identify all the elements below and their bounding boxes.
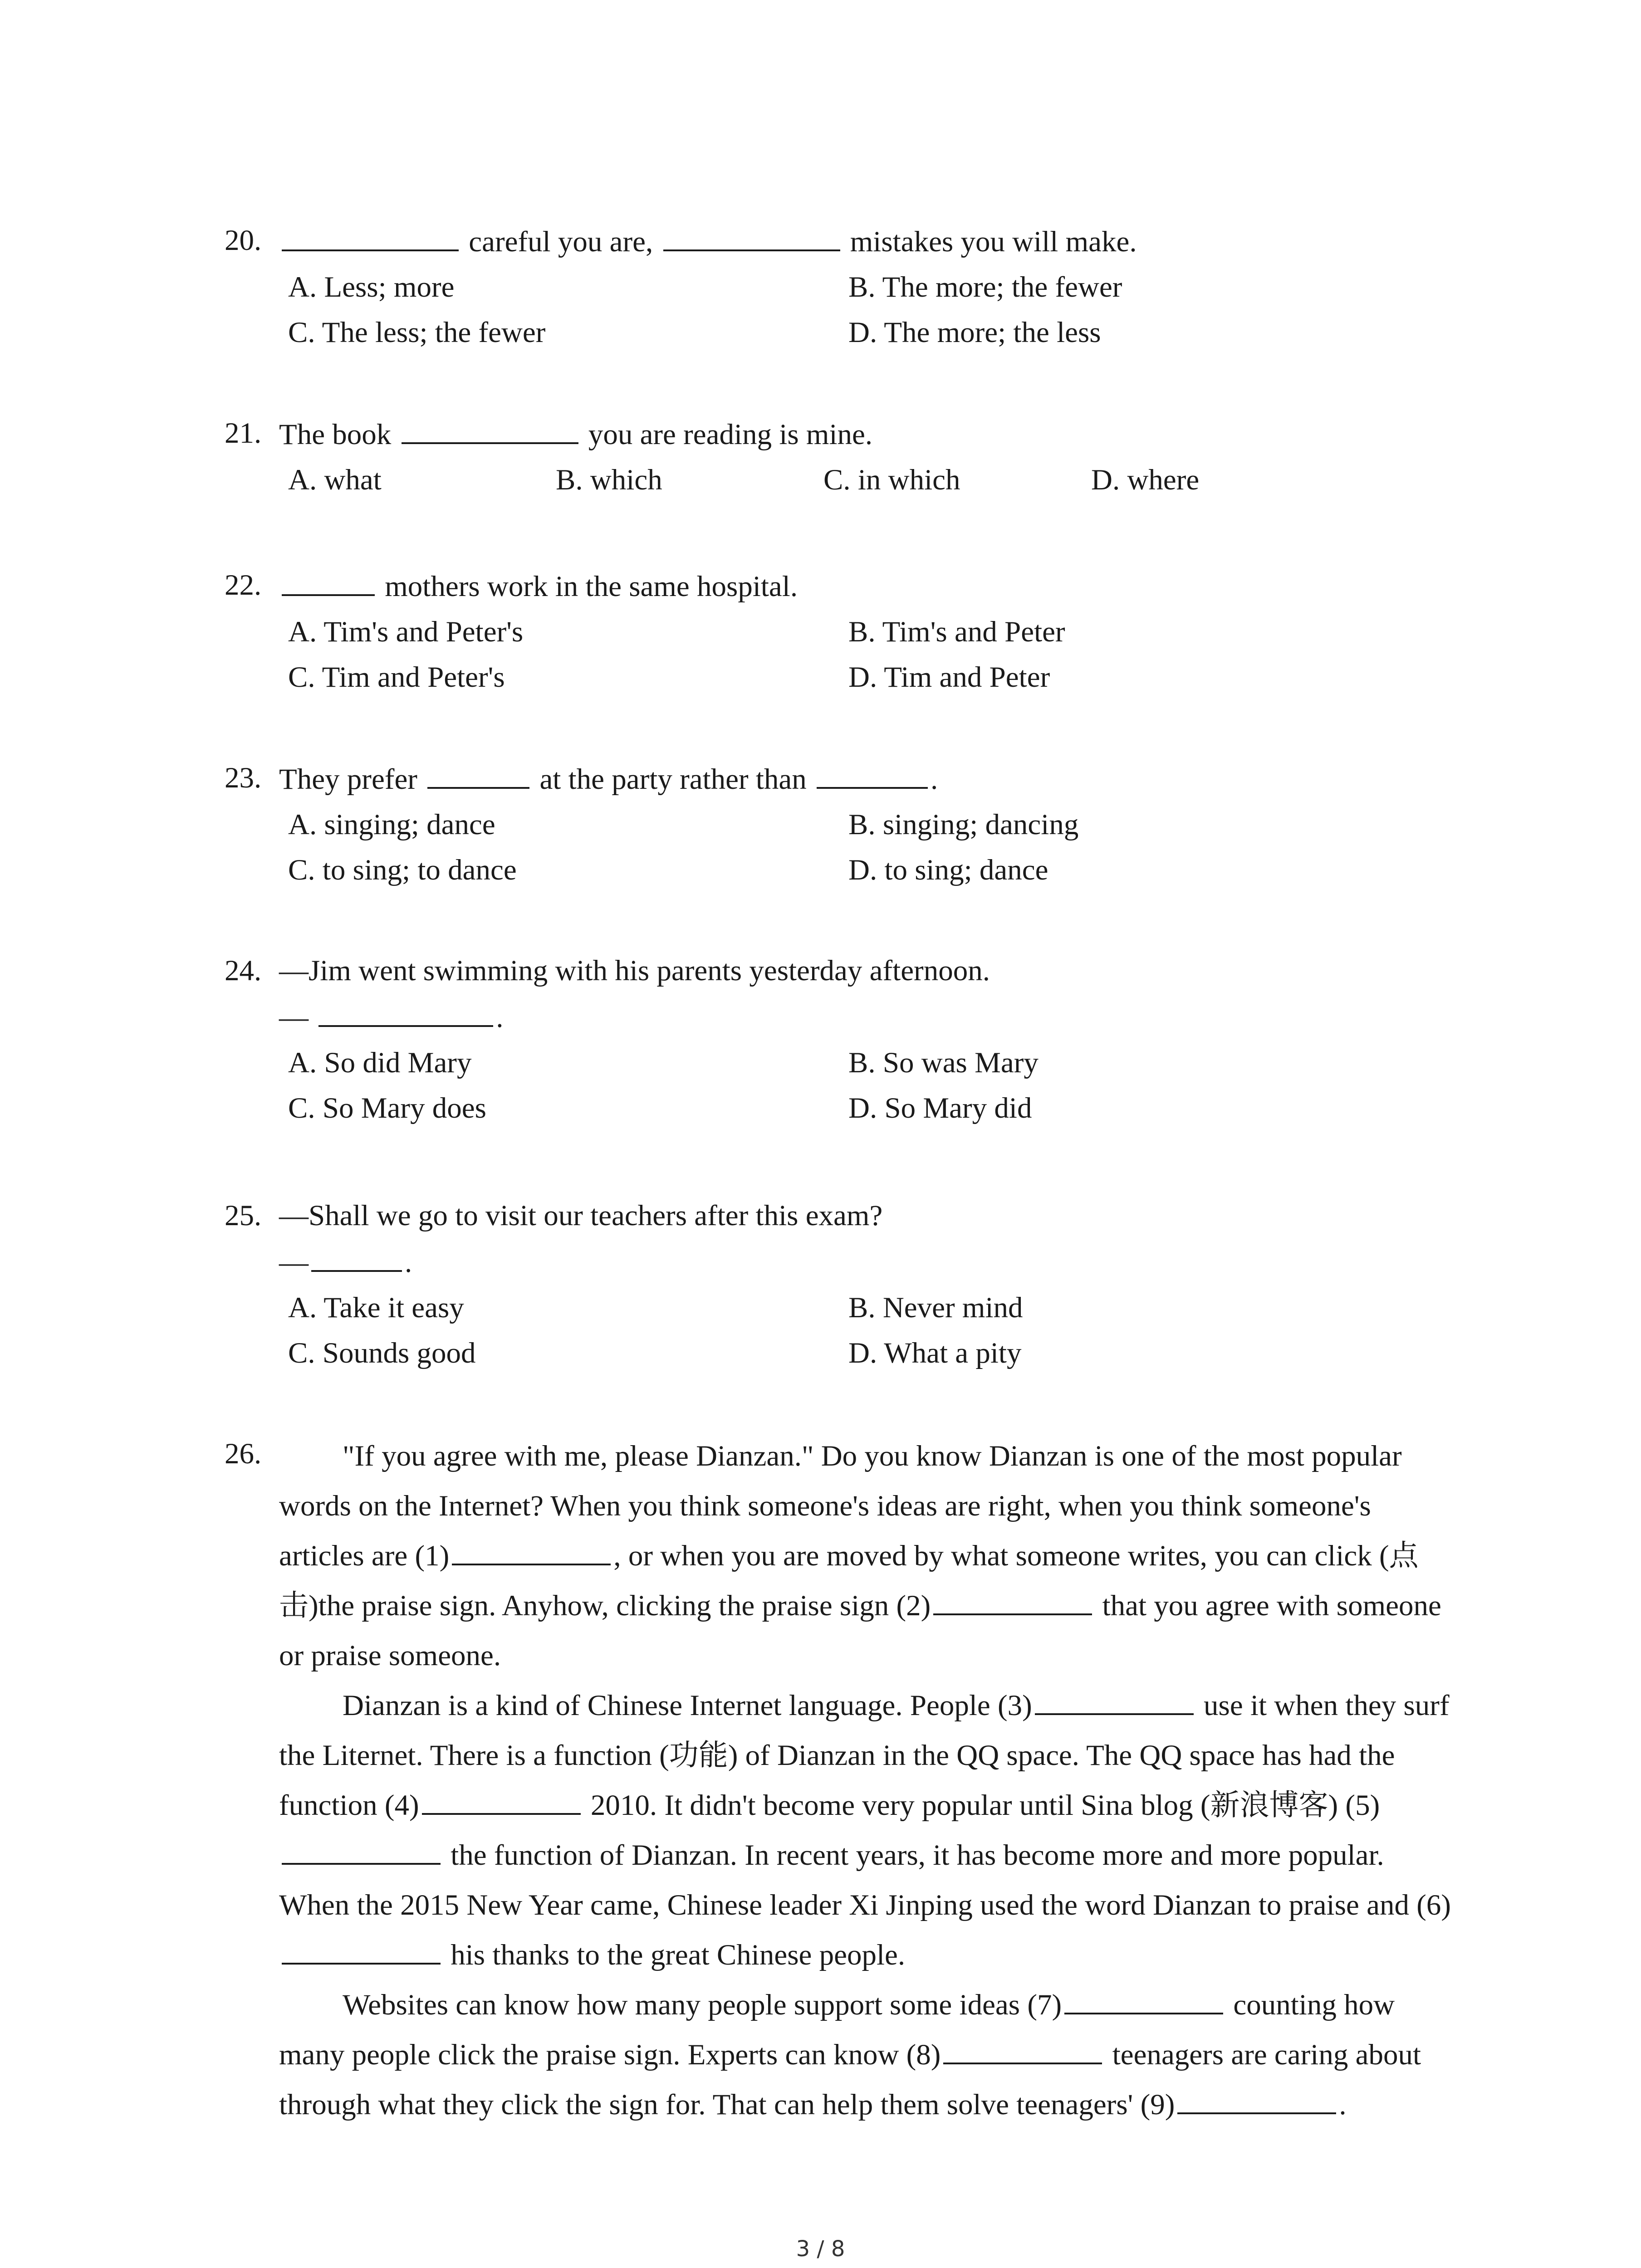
passage-paragraph-3: Websites can know how many people support some ideas (7) counting how many people click the praise sign. Experts can know (8) teenagers are caring about through what they click the sign for. That can help them solve teenagers' (9) . bbox=[279, 1980, 1459, 2130]
option-c[interactable]: C. in which bbox=[823, 464, 960, 496]
answer-blank-7[interactable] bbox=[1064, 1981, 1223, 2014]
option-d[interactable]: D. The more; the less bbox=[848, 316, 1101, 349]
answer-blank-3[interactable] bbox=[1035, 1681, 1194, 1715]
answer-blank-9[interactable] bbox=[1177, 2081, 1336, 2114]
question-number: 26. bbox=[225, 1437, 262, 1470]
option-b[interactable]: B. which bbox=[556, 464, 662, 496]
question-26-passage bbox=[225, 1431, 1459, 2130]
response-line: — . bbox=[279, 1238, 1459, 1285]
option-c[interactable]: C. So Mary does bbox=[288, 1092, 486, 1124]
option-d[interactable]: D. What a pity bbox=[848, 1337, 1022, 1369]
option-a[interactable]: A. Less; more bbox=[288, 271, 455, 303]
question-stem: They prefer at the party rather than . bbox=[279, 755, 1459, 802]
option-a[interactable]: A. what bbox=[288, 464, 382, 496]
option-b[interactable]: B. So was Mary bbox=[848, 1046, 1038, 1079]
answer-blank-5[interactable] bbox=[282, 1831, 441, 1865]
answer-blank-4[interactable] bbox=[422, 1781, 581, 1815]
option-b[interactable]: B. singing; dancing bbox=[848, 808, 1079, 841]
answer-blank[interactable] bbox=[318, 993, 493, 1027]
question-number: 24. bbox=[225, 954, 262, 987]
option-d[interactable]: D. Tim and Peter bbox=[848, 661, 1050, 694]
answer-blank-2[interactable] bbox=[933, 1582, 1092, 1615]
answer-blank[interactable] bbox=[817, 755, 928, 789]
page-number: 3 / 8 bbox=[796, 2236, 845, 2262]
question-23 bbox=[225, 755, 1459, 893]
question-number: 20. bbox=[225, 224, 262, 257]
option-c[interactable]: C. Sounds good bbox=[288, 1337, 476, 1369]
question-number: 25. bbox=[225, 1199, 262, 1232]
answer-blank[interactable] bbox=[311, 1238, 402, 1272]
option-b[interactable]: B. Tim's and Peter bbox=[848, 616, 1065, 648]
passage-paragraph-2: Dianzan is a kind of Chinese Internet language. People (3) use it when they surf the Liternet. There is a function (功能) of Dianzan in the QQ space. The QQ space has had the function (4) 2010. It didn't become very popular until Sina blog (新浪博客) (5) the function of Dianzan. In recent years, it has become more and more popular. When the 2015 New Year came, Chinese leader Xi Jinping used the word Dianzan to praise and (6) his thanks to the great Chinese people. bbox=[279, 1681, 1459, 1980]
passage-paragraph-1: "If you agree with me, please Dianzan." Do you know Dianzan is one of the most popular words on the Internet? When you think someone's ideas are right, when you think someone's articles are (1) , or when you are moved by what someone writes, you can click (点击)the praise sign. Anyhow, clicking the praise sign (2) that you agree with someone or praise someone. bbox=[279, 1440, 1441, 1672]
question-24 bbox=[225, 948, 1459, 1131]
question-number: 23. bbox=[225, 762, 262, 794]
answer-blank[interactable] bbox=[427, 755, 529, 789]
option-d[interactable]: D. So Mary did bbox=[848, 1092, 1032, 1124]
question-21 bbox=[225, 411, 1459, 503]
question-stem: mothers work in the same hospital. bbox=[279, 562, 1459, 609]
answer-blank[interactable] bbox=[663, 218, 840, 251]
question-stem: —Shall we go to visit our teachers after this exam? bbox=[279, 1199, 883, 1232]
option-b[interactable]: B. The more; the fewer bbox=[848, 271, 1122, 303]
answer-blank-1[interactable] bbox=[452, 1532, 611, 1565]
answer-blank-6[interactable] bbox=[282, 1931, 441, 1965]
option-d[interactable]: D. to sing; dance bbox=[848, 854, 1048, 886]
answer-blank[interactable] bbox=[402, 411, 578, 444]
question-number: 22. bbox=[225, 569, 262, 601]
answer-blank[interactable] bbox=[282, 218, 459, 251]
option-a[interactable]: A. singing; dance bbox=[288, 808, 495, 841]
answer-blank-8[interactable] bbox=[943, 2031, 1102, 2064]
question-20 bbox=[225, 218, 1459, 355]
question-25 bbox=[225, 1193, 1459, 1376]
option-a[interactable]: A. Tim's and Peter's bbox=[288, 616, 524, 648]
question-stem: —Jim went swimming with his parents yesterday afternoon. bbox=[279, 954, 990, 987]
option-b[interactable]: B. Never mind bbox=[848, 1291, 1023, 1324]
question-stem: The book you are reading is mine. bbox=[279, 411, 1459, 457]
response-line: — . bbox=[279, 993, 1459, 1040]
question-22 bbox=[225, 562, 1459, 700]
option-a[interactable]: A. Take it easy bbox=[288, 1291, 464, 1324]
answer-blank[interactable] bbox=[282, 562, 375, 596]
option-c[interactable]: C. The less; the fewer bbox=[288, 316, 546, 349]
option-a[interactable]: A. So did Mary bbox=[288, 1046, 472, 1079]
option-c[interactable]: C. to sing; to dance bbox=[288, 854, 517, 886]
option-c[interactable]: C. Tim and Peter's bbox=[288, 661, 505, 694]
option-d[interactable]: D. where bbox=[1091, 464, 1200, 496]
question-number: 21. bbox=[225, 417, 262, 450]
question-stem: careful you are, mistakes you will make. bbox=[279, 218, 1459, 264]
